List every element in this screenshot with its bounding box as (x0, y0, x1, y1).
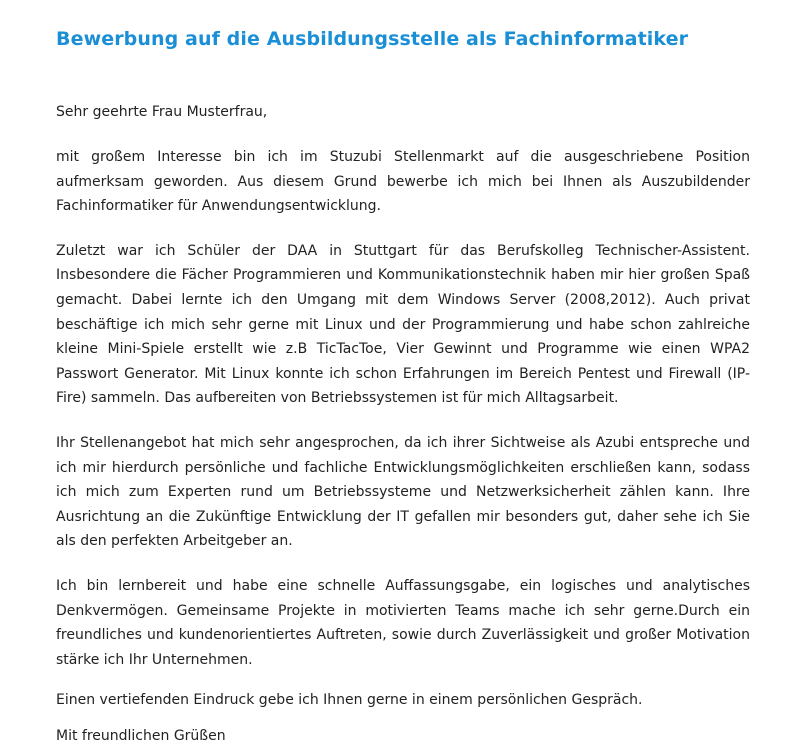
cover-letter (56, 24, 750, 748)
letter-title: Bewerbung auf die Ausbildungsstelle als Fachinformatiker (56, 28, 689, 50)
closing-line: Einen vertiefenden Eindruck gebe ich Ihnen gerne in einem persönlichen Gespräch. (56, 692, 643, 709)
paragraph-motivation: Ihr Stellenangebot hat mich sehr angesprochen, da ich ihrer Sichtweise als Azubi entspreche und ich mir hierdurch persönliche und fachliche Entwicklungsmöglichkeiten erschließen kann, sodass ich mich zum Experten rund um Betriebssysteme und Netzwerksicherheit zählen kann. Ihre Ausrichtung an die Zukünftige Entwicklung der IT gefallen mir besonders gut, daher sehe ich Sie als den perfekten Arbeitgeber an. (56, 434, 750, 550)
signoff: Mit freundlichen Grüßen (56, 728, 226, 745)
salutation: Sehr geehrte Frau Musterfrau, (56, 104, 268, 120)
paragraph-intro: mit großem Interesse bin ich im Stuzubi Stellenmarkt auf die ausgeschriebene Position aufmerksam geworden. Aus diesem Grund bewerbe ich mich bei Ihnen als Auszubildender Fachinformatiker für Anwendungsentwicklung. (56, 149, 750, 215)
paragraph-background: Zuletzt war ich Schüler der DAA in Stuttgart für das Berufskolleg Technischer-Assistent. Insbesondere die Fächer Programmieren und Kommunikationstechnik haben mir hier großen Spaß gemacht. Dabei lernte ich den Umgang mit dem Windows Server (2008,2012). Auch privat beschäftige ich mich sehr gerne mit Linux und der Programmierung und habe schon zahlreiche kleine Mini-Spiele erstellt wie z.B TicTacToe, Vier Gewinnt und Programme wie einen WPA2 Passwort Generator. Mit Linux konnte ich schon Erfahrungen im Bereich Pentest und Firewall (IP-Fire) sammeln. Das aufbereiten von Betriebssystemen ist für mich Alltagsarbeit. (56, 242, 750, 407)
paragraph-qualities: Ich bin lernbereit und habe eine schnelle Auffassungsgabe, ein logisches und analytisches Denkvermögen. Gemeinsame Projekte in motivierten Teams mache ich sehr gerne.Durch ein freundliches und kundenorientiertes Auftreten, sowie durch Zuverlässigkeit und großer Motivation stärke ich Ihr Unternehmen. (56, 577, 750, 668)
